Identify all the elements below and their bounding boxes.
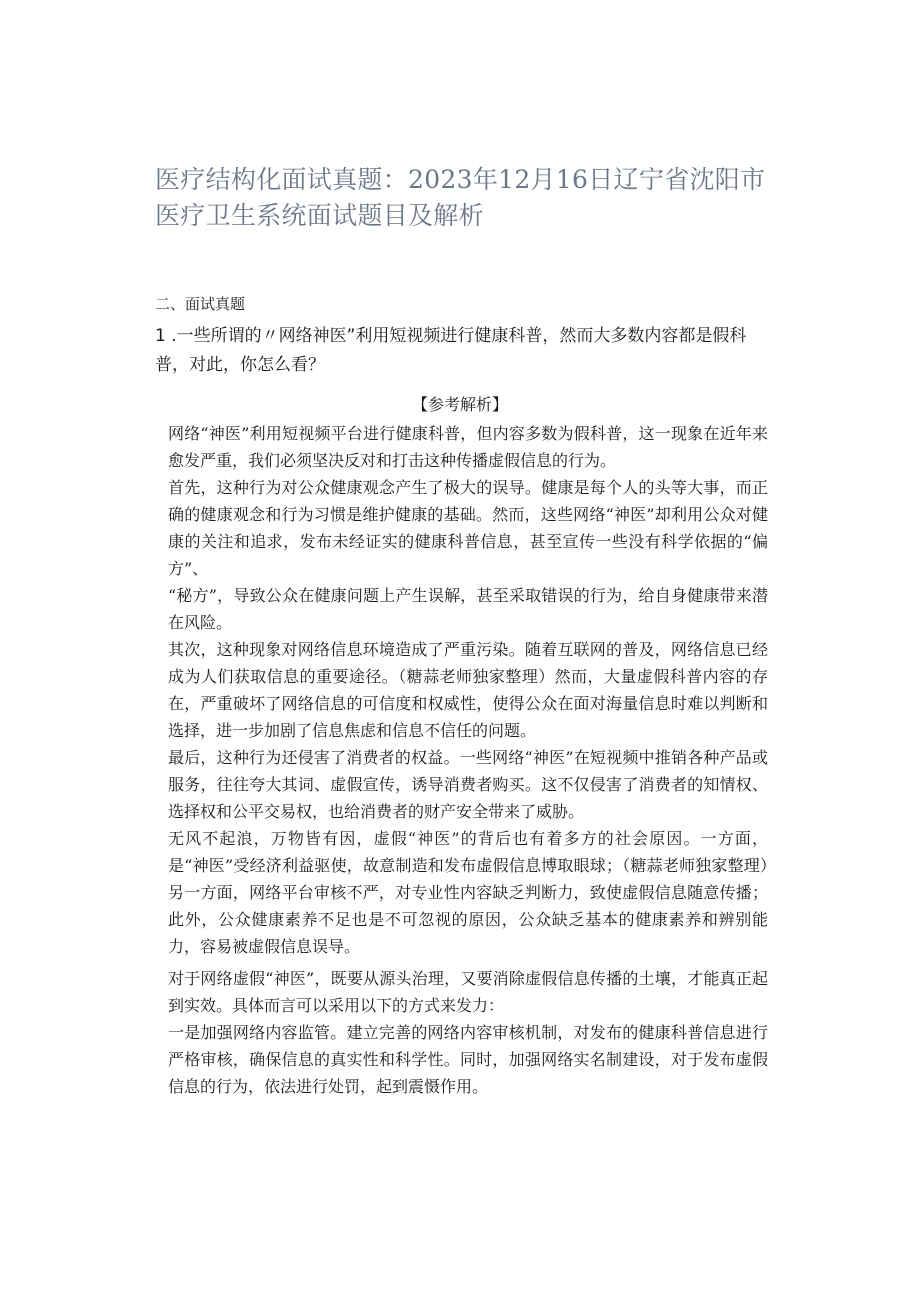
analysis-heading: 【参考解析】 xyxy=(411,395,508,414)
paragraph-solutions-intro: 对于网络虚假“神医”，既要从源头治理，又要消除虚假信息传播的土壤，才能真正起到实效。具体而言可以采用以下的方式来发力： xyxy=(168,969,768,1015)
paragraph-second-point: 其次，这种现象对网络信息环境造成了严重污染。随着互联网的普及，网络信息已经成为人们获取信息的重要途径。（糖蒜老师独家整理）然而，大量虚假科普内容的存在，严重破坏了网络信息的可信度和权威性，使得公众在面对海量信息时难以判断和选择，进一步加剧了信息焦虑和信息不信任的问题。 xyxy=(168,640,768,740)
paragraph-intro: 网络“神医”利用短视频平台进行健康科普，但内容多数为假科普，这一现象在近年来愈发严重，我们必须坚决反对和打击这种传播虚假信息的行为。 xyxy=(168,424,768,470)
paragraph-first-point: 首先，这种行为对公众健康观念产生了极大的误导。健康是每个人的头等大事，而正确的健康观念和行为习惯是维护健康的基础。然而，这些网络“神医”却利用公众对健康的关注和追求，发布未经证实的健康科普信息，甚至宣传一些没有科学依据的“偏方”、 xyxy=(168,478,768,578)
question-text: 1 .一些所谓的〃网络神医”利用短视频进行健康科普，然而大多数内容都是假科普，对此，你怎么看？ xyxy=(155,326,747,375)
paragraph-first-point-continued: “秘方”，导致公众在健康问题上产生误解，甚至采取错误的行为，给自身健康带来潜在风险。 xyxy=(168,586,768,632)
section-heading: 二、面试真题 xyxy=(155,295,246,313)
paragraph-causes: 无风不起浪，万物皆有因，虚假“神医”的背后也有着多方的社会原因。一方面，是“神医”受经济利益驱使，故意制造和发布虚假信息博取眼球；（糖蒜老师独家整理）另一方面，网络平台审核不严，对专业性内容缺乏判断力，致使虚假信息随意传播；此外，公众健康素养不足也是不可忽视的原因，公众缺乏基本的健康素养和辨别能力，容易被虚假信息误导。 xyxy=(168,829,768,956)
paragraph-solution-one: 一是加强网络内容监管。建立完善的网络内容审核机制，对发布的健康科普信息进行严格审核，确保信息的真实性和科学性。同时，加强网络实名制建设，对于发布虚假信息的行为，依法进行处罚，起到震慑作用。 xyxy=(168,1023,768,1096)
paragraph-third-point: 最后，这种行为还侵害了消费者的权益。一些网络“神医”在短视频中推销各种产品或服务，往往夸大其词、虚假宣传，诱导消费者购买。这不仅侵害了消费者的知情权、选择权和公平交易权，也给消费者的财产安全带来了威胁。 xyxy=(168,748,768,821)
analysis-body xyxy=(168,420,768,1100)
document-title: 医疗结构化面试真题：2023年12月16日辽宁省沈阳市医疗卫生系统面试题目及解析 xyxy=(155,165,766,230)
